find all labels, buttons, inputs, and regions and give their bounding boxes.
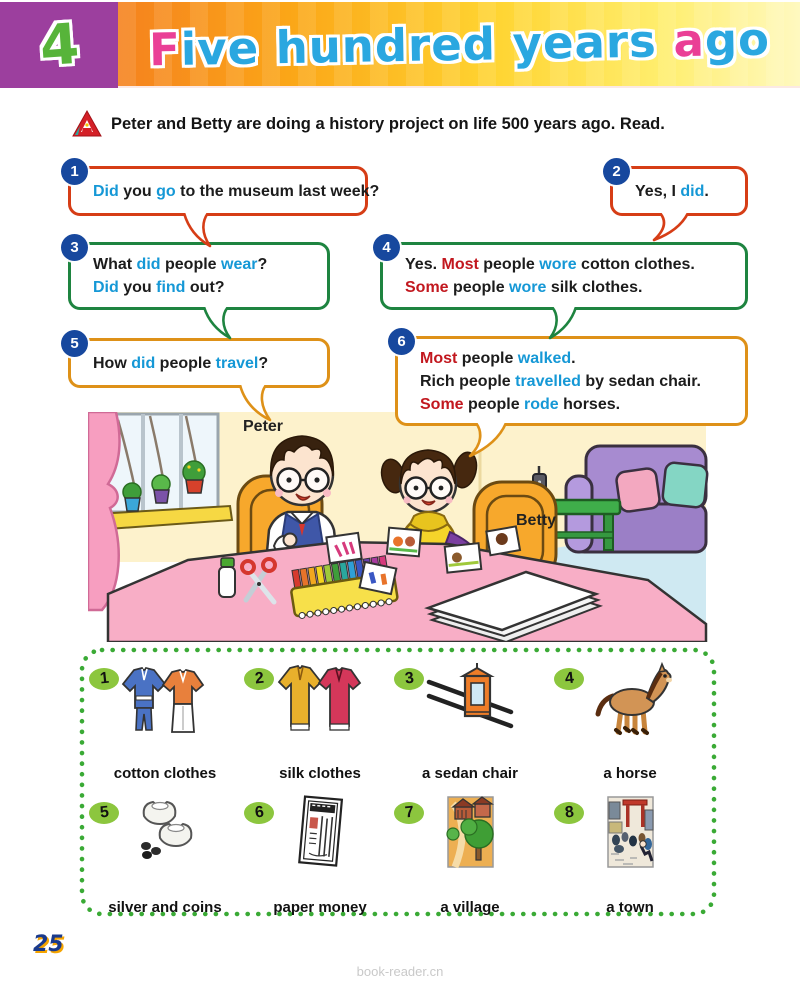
bubble-6-tail xyxy=(462,423,518,459)
item-number-badge: 1 xyxy=(89,668,119,690)
item-label: cotton clothes xyxy=(113,765,217,782)
sedan-chair-image xyxy=(425,660,515,736)
bubble-text: Some people rode horses. xyxy=(420,395,621,413)
speech-bubble-2 xyxy=(610,163,748,216)
bubble-number-badge: 4 xyxy=(373,234,400,261)
item-number-badge: 2 xyxy=(244,668,274,690)
bubble-text: Some people wore silk clothes. xyxy=(405,279,643,296)
vocab-item-horse xyxy=(552,658,708,784)
item-label: a town xyxy=(606,899,654,916)
silver-and-coins-image xyxy=(120,794,210,870)
speech-bubble-3 xyxy=(68,239,330,310)
horse-image xyxy=(585,660,675,736)
watermark: book-reader.cn xyxy=(356,964,444,979)
speech-bubble-1 xyxy=(68,163,380,216)
bubble-number-badge: 2 xyxy=(603,158,630,185)
instruction-row xyxy=(72,110,665,138)
bubble-1-tail xyxy=(176,213,220,249)
scene-illustration xyxy=(88,412,716,642)
vocab-item-cotton-clothes xyxy=(87,658,243,784)
speech-bubble-5 xyxy=(68,335,330,388)
item-number-badge: 4 xyxy=(554,668,584,690)
speech-bubble-4 xyxy=(380,239,748,310)
item-label: silver and coins xyxy=(108,899,222,916)
bubble-number-badge: 5 xyxy=(61,330,88,357)
unit-number: 4 xyxy=(37,11,81,79)
item-label: a horse xyxy=(603,765,657,782)
vocab-item-paper-money xyxy=(242,792,398,918)
vocab-item-silver-and-coins xyxy=(87,792,243,918)
peter-label: Peter xyxy=(243,418,284,435)
item-number-badge: 5 xyxy=(89,802,119,824)
bubble-text: Most people walked. xyxy=(420,349,576,367)
glue-stick xyxy=(219,558,235,597)
bubble-text: What did people wear? xyxy=(93,256,268,273)
village-image xyxy=(425,794,515,870)
bubble-3-tail xyxy=(196,307,240,341)
item-number-badge: 3 xyxy=(394,668,424,690)
bubble-text: How did people travel? xyxy=(93,354,269,372)
bubble-text: Yes, I did. xyxy=(635,182,709,200)
unit-title: Five hundred years ago xyxy=(148,12,770,76)
item-number-badge: 8 xyxy=(554,802,584,824)
paper-money-image xyxy=(275,794,365,870)
bubble-text: Yes. Most people wore cotton clothes. xyxy=(405,256,695,273)
page-number: 25 xyxy=(33,932,64,957)
vocab-item-sedan-chair xyxy=(392,658,548,784)
town-image xyxy=(585,794,675,870)
betty-label: Betty xyxy=(516,512,557,529)
item-label: paper money xyxy=(273,899,367,916)
bubble-4-tail xyxy=(540,307,584,341)
pink-cushion xyxy=(615,467,660,512)
instruction-text: Peter and Betty are doing a history project on life 500 years ago. Read. xyxy=(111,114,665,133)
scene-drawing xyxy=(88,412,716,642)
teal-cushion xyxy=(662,462,708,508)
item-number-badge: 7 xyxy=(394,802,424,824)
item-label: a sedan chair xyxy=(422,765,518,782)
silk-clothes-image xyxy=(275,660,365,736)
cotton-clothes-image xyxy=(120,660,210,736)
bubble-number-badge: 1 xyxy=(61,158,88,185)
item-label: silk clothes xyxy=(279,765,361,782)
bubble-number-badge: 3 xyxy=(61,234,88,261)
bubble-number-badge: 6 xyxy=(388,328,415,355)
vocabulary-box xyxy=(78,646,718,918)
bubble-5-tail xyxy=(232,385,280,423)
bubble-text: Did you find out? xyxy=(93,279,225,296)
speech-bubble-6 xyxy=(395,333,748,426)
bubble-text: Did you go to the museum last week? xyxy=(93,182,380,200)
vocab-item-village xyxy=(392,792,548,918)
vocab-item-town xyxy=(552,792,708,918)
item-label: a village xyxy=(440,899,500,916)
unit-number-box xyxy=(0,2,118,88)
bubble-text: Rich people travelled by sedan chair. xyxy=(420,372,701,390)
vocab-item-silk-clothes xyxy=(242,658,398,784)
title-band xyxy=(118,2,800,88)
activity-triangle-icon xyxy=(72,110,102,138)
item-number-badge: 6 xyxy=(244,802,274,824)
bubble-2-tail xyxy=(646,213,698,243)
unit-header xyxy=(0,2,800,88)
